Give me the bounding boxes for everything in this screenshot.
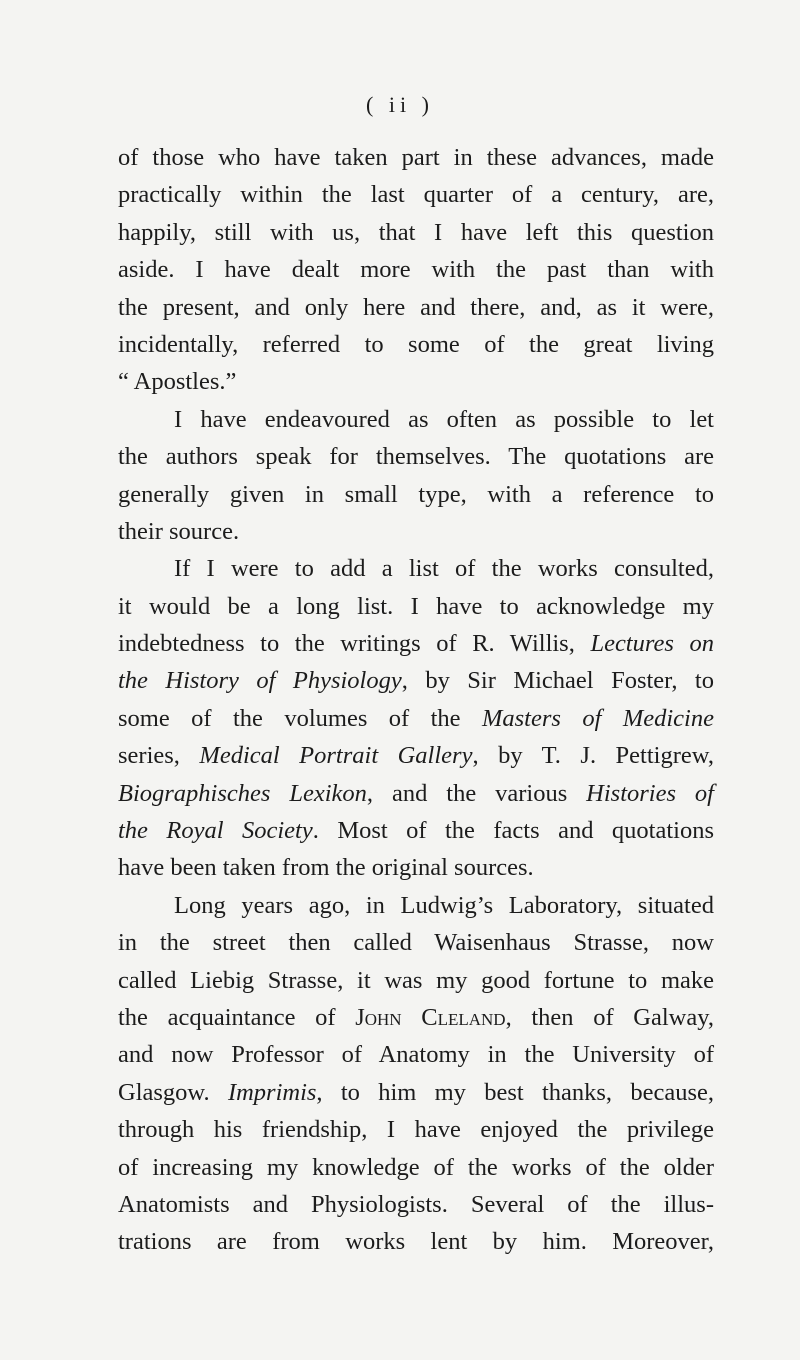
italic-title: Histories of <box>586 779 714 807</box>
text-line: through his friendship, I have enjoyed the privilege <box>118 1116 714 1144</box>
paragraph <box>118 401 714 551</box>
text-line: generally given in small type, with a reference to <box>118 480 714 508</box>
text-segment: the acquaintance of <box>118 1003 356 1031</box>
text-line: have been taken from the original sources. <box>118 854 534 882</box>
text-line: practically within the last quarter of a century, are, <box>118 181 714 209</box>
text-line <box>118 662 714 699</box>
text-line <box>118 737 714 774</box>
text-line <box>118 999 714 1036</box>
text-segment: , and the various <box>366 779 587 807</box>
italic-title: Imprimis <box>227 1078 317 1106</box>
text-line <box>118 775 714 812</box>
text-segment: , to him my best thanks, because, <box>316 1078 714 1106</box>
name-smallcaps: John Cleland <box>355 1003 506 1031</box>
text-line: trations are from works lent by him. Moreover, <box>118 1228 714 1256</box>
text-line: in the street then called Waisenhaus Strasse, now <box>118 929 714 957</box>
text-line: it would be a long list. I have to acknowledge my <box>118 592 714 620</box>
italic-title: Lectures on <box>590 630 714 658</box>
text-line <box>118 812 714 849</box>
text-line: happily, still with us, that I have left this question <box>118 218 714 246</box>
text-line: “ Apostles.” <box>118 368 237 396</box>
italic-title: the History of Physiology <box>118 667 402 695</box>
text-segment: indebtedness to the writings of R. Willis, <box>118 630 591 658</box>
text-segment: . Most of the facts and quotations <box>312 817 714 845</box>
text-line: of increasing my knowledge of the works of the older <box>118 1153 714 1181</box>
italic-title: the Royal Society <box>118 817 313 845</box>
paragraph <box>118 139 714 401</box>
paragraph <box>118 887 714 1261</box>
text-segment: , then of Galway, <box>505 1003 714 1031</box>
text-line: aside. I have dealt more with the past than with <box>118 256 714 284</box>
text-segment: , by T. J. Pettigrew, <box>472 742 714 770</box>
text-line: If I were to add a list of the works consulted, <box>174 555 714 583</box>
text-line: I have endeavoured as often as possible to let <box>174 405 714 433</box>
paragraph <box>118 550 714 887</box>
text-line: of those who have taken part in these advances, made <box>118 144 714 171</box>
text-line: the authors speak for themselves. The quotations are <box>118 443 714 471</box>
text-line: called Liebig Strasse, it was my good fortune to make <box>118 966 714 994</box>
text-line: their source. <box>118 517 240 545</box>
text-segment: some of the volumes of the <box>118 704 482 732</box>
body-text <box>118 139 714 1261</box>
text-segment: , by Sir Michael Foster, to <box>401 667 714 695</box>
italic-title: Biographisches Lexikon <box>118 779 367 807</box>
italic-title: Masters of Medicine <box>481 704 714 732</box>
text-line <box>118 625 714 662</box>
text-line: Anatomists and Physiologists. Several of the illus- <box>118 1190 714 1218</box>
text-line <box>118 1074 714 1111</box>
text-line: the present, and only here and there, and, as it were, <box>118 293 714 321</box>
text-line <box>118 700 714 737</box>
text-line: incidentally, referred to some of the great living <box>118 330 714 358</box>
text-segment: Glasgow. <box>118 1078 228 1106</box>
text-line: and now Professor of Anatomy in the University of <box>118 1041 714 1069</box>
text-segment: series, <box>118 742 200 770</box>
page-number: ( ii ) <box>366 92 434 117</box>
italic-title: Medical Portrait Gallery <box>199 742 473 770</box>
text-line: Long years ago, in Ludwig’s Laboratory, situated <box>174 891 714 919</box>
